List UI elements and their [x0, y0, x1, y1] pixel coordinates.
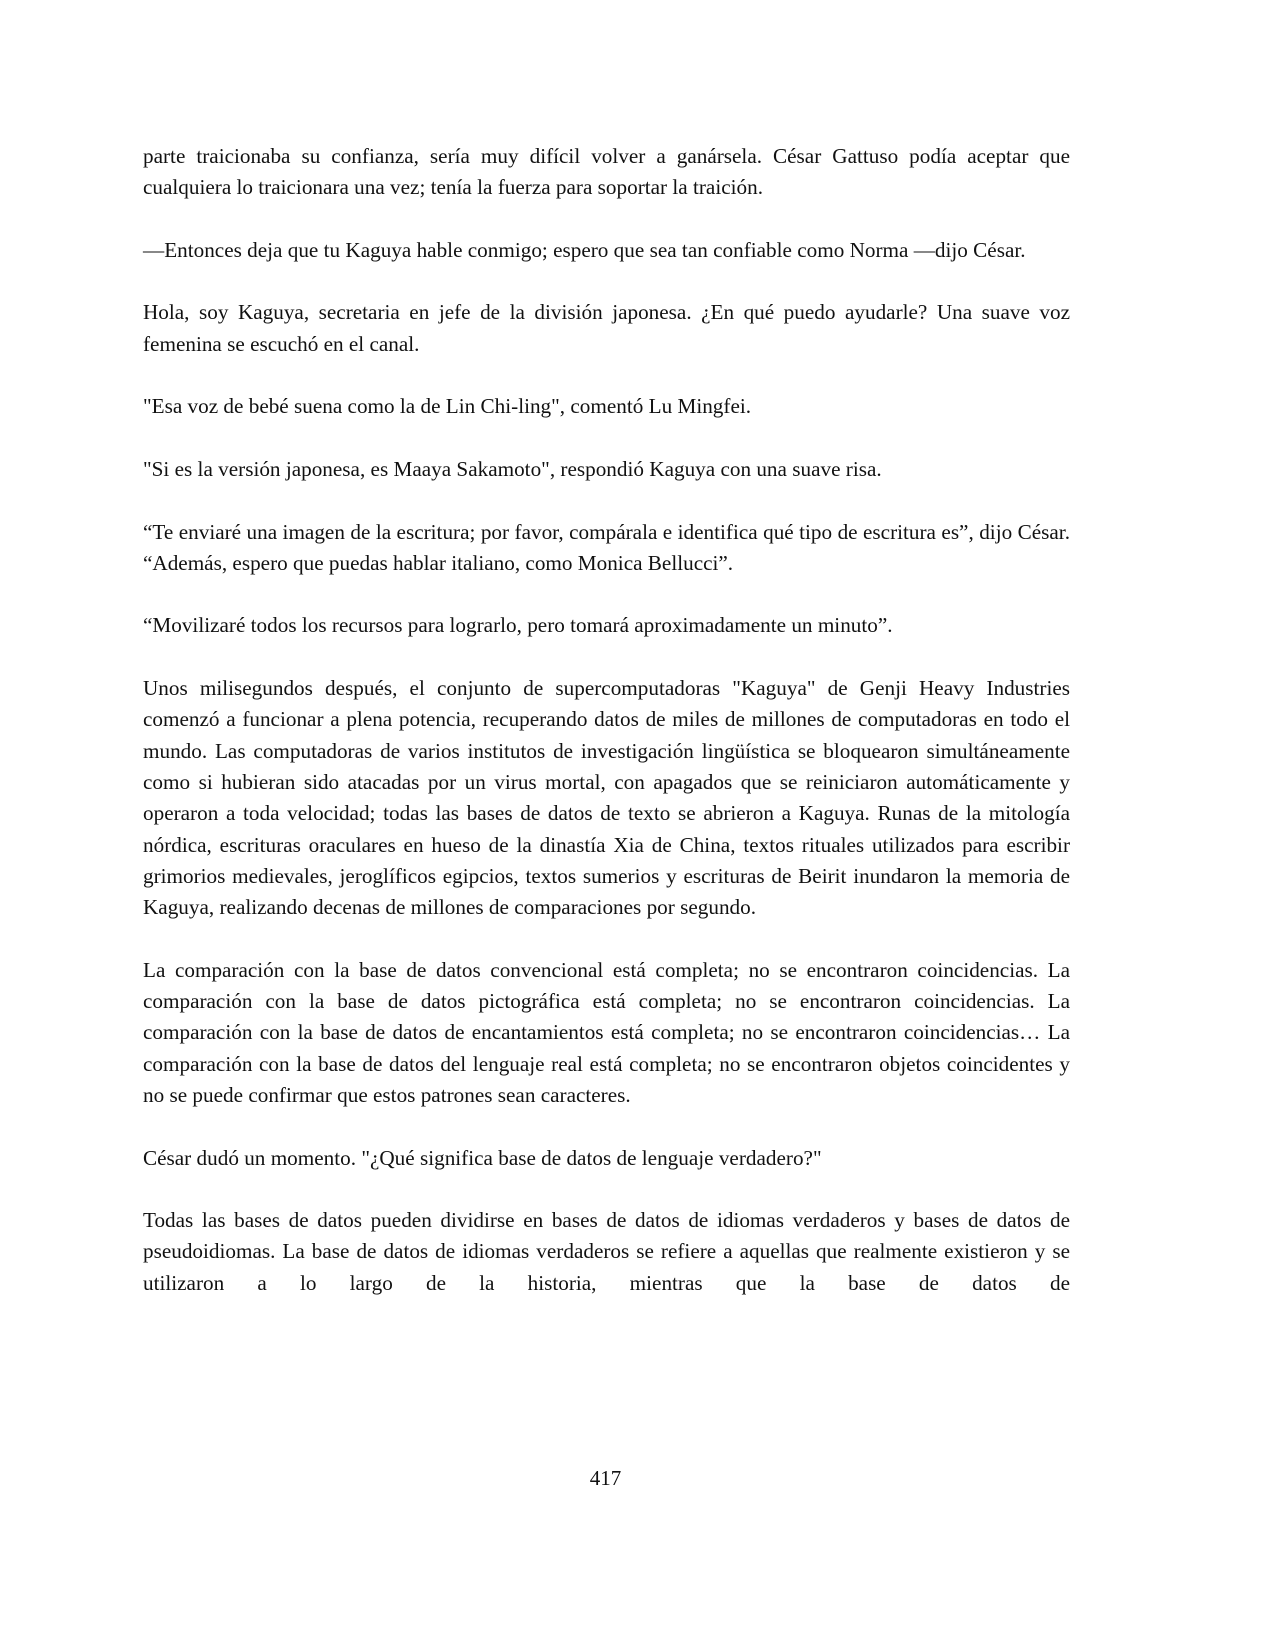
paragraph: parte traicionaba su confianza, sería muy difícil volver a ganársela. César Gattuso podía aceptar que cualquiera lo traicionara una vez; tenía la fuerza para soportar la traición.: [143, 144, 1070, 200]
paragraph: Unos milisegundos después, el conjunto de supercomputadoras "Kaguya" de Genji Heavy Industries comenzó a funcionar a plena potencia, recuperando datos de miles de millones de computadoras en todo el mundo. Las computadoras de varios institutos de investigación lingüística se bloquearon simultáneamente como si hubieran sido atacadas por un virus mortal, con apagados que se reiniciaron automáticamente y operaron a toda velocidad; todas las bases de datos de texto se abrieron a Kaguya. Runas de la mitología nórdica, escrituras oraculares en hueso de la dinastía Xia de China, textos rituales utilizados para escribir grimorios medievales, jeroglíficos egipcios, textos sumerios y escrituras de Beirit inundaron la memoria de Kaguya, realizando decenas de millones de comparaciones por segundo.: [143, 676, 1070, 920]
paragraph: “Te enviaré una imagen de la escritura; por favor, compárala e identifica qué tipo de escritura es”, dijo César. “Además, espero que puedas hablar italiano, como Monica Bellucci”.: [143, 519, 1070, 575]
paragraph: César dudó un momento. "¿Qué significa base de datos de lenguaje verdadero?": [143, 1145, 822, 1170]
paragraph: "Esa voz de bebé suena como la de Lin Chi-ling", comentó Lu Mingfei.: [143, 394, 752, 419]
paragraph: La comparación con la base de datos convencional está completa; no se encontraron coincidencias. La comparación con la base de datos pictográfica está completa; no se encontraron coincidencias. La comparación con la base de datos de encantamientos está completa; no se encontraron coincidencias… La comparación con la base de datos del lenguaje real está completa; no se encontraron objetos coincidentes y no se puede confirmar que estos patrones sean caracteres.: [143, 957, 1070, 1107]
paragraph: —Entonces deja que tu Kaguya hable conmigo; espero que sea tan confiable como Norma —dijo César.: [143, 237, 1026, 262]
page-number: 417: [589, 1466, 622, 1490]
paragraph: Hola, soy Kaguya, secretaria en jefe de la división japonesa. ¿En qué puedo ayudarle? Una suave voz femenina se escuchó en el canal.: [143, 300, 1070, 356]
page-body: [143, 141, 1070, 1330]
paragraph: Todas las bases de datos pueden dividirse en bases de datos de idiomas verdaderos y bases de datos de pseudoidiomas. La base de datos de idiomas verdaderos se refiere a aquellas que realmente existieron y se utilizaron a lo largo de la historia, mientras que la base de datos de: [143, 1208, 1070, 1295]
paragraph: “Movilizaré todos los recursos para lograrlo, pero tomará aproximadamente un minuto”.: [143, 613, 893, 638]
paragraph: "Si es la versión japonesa, es Maaya Sakamoto", respondió Kaguya con una suave risa.: [143, 456, 882, 481]
